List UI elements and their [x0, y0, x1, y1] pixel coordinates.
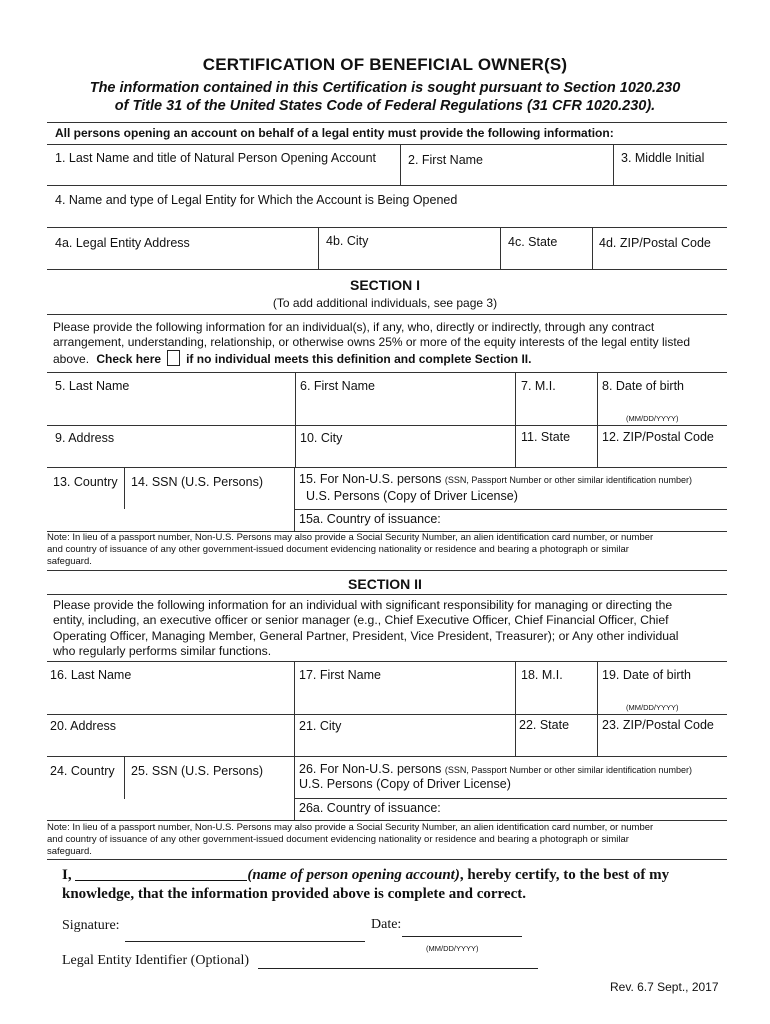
section-1-note-line1: Note: In lieu of a passport number, Non-U.S. Persons may also provide a Social Security Number, an alien identification card number, or number: [47, 532, 654, 543]
field-26-line2: U.S. Persons (Copy of Driver License): [299, 777, 511, 791]
field-8-label: 8. Date of birth: [602, 379, 684, 393]
section-1-heading: SECTION I: [349, 277, 420, 293]
certify-name-hint: (name of person opening account): [247, 867, 460, 883]
field-11-label: 11. State: [521, 430, 571, 444]
field-15a-label: 15a. Country of issuance:: [299, 512, 441, 526]
field-25-label: 25. SSN (U.S. Persons): [131, 764, 263, 778]
date-format-hint: (MM/DD/YYYY): [626, 414, 679, 423]
field-24-label: 24. Country: [50, 764, 115, 778]
field-3-label: 3. Middle Initial: [621, 151, 705, 165]
field-1-label: 1. Last Name and title of Natural Person Opening Account: [55, 151, 377, 165]
section-1-note-line3: safeguard.: [47, 556, 92, 567]
para-above: above.: [53, 352, 90, 366]
signature-line[interactable]: [125, 941, 365, 942]
form-subtitle-line2: of Title 31 of the United States Code of Federal Regulations (31 CFR 1020.230).: [114, 98, 656, 114]
field-26-hint: (SSN, Passport Number or other similar identification number): [444, 765, 692, 775]
lei-label: Legal Entity Identifier (Optional): [62, 953, 249, 968]
field-15-label: [299, 472, 692, 486]
field-13-label: 13. Country: [53, 475, 118, 489]
field-4b-label: 4b. City: [326, 234, 369, 248]
date-label: Date:: [371, 917, 402, 932]
field-7-label: 7. M.I.: [521, 379, 556, 393]
certify-line1: [62, 867, 669, 884]
section-2-heading: SECTION II: [348, 576, 422, 592]
field-6-label: 6. First Name: [300, 379, 376, 393]
certify-i: I,: [62, 867, 72, 883]
date-line[interactable]: [402, 936, 522, 937]
field-15-main: 15. For Non-U.S. persons: [299, 472, 442, 486]
certify-line2: knowledge, that the information provided above is complete and correct.: [62, 886, 526, 902]
field-15-line2: U.S. Persons (Copy of Driver License): [306, 489, 518, 503]
section-1-para-line2: arrangement, understanding, relationship, or otherwise owns 25% or more of the equity interests of the legal entity listed: [53, 335, 691, 349]
field-2-label: 2. First Name: [408, 153, 484, 167]
field-26-main: 26. For Non-U.S. persons: [299, 762, 442, 776]
field-10-label: 10. City: [300, 431, 343, 445]
field-15-hint: (SSN, Passport Number or other similar identification number): [444, 475, 692, 485]
field-14-label: 14. SSN (U.S. Persons): [131, 475, 263, 489]
field-4c-label: 4c. State: [508, 235, 558, 249]
field-18-label: 18. M.I.: [521, 668, 563, 682]
lei-line[interactable]: [258, 968, 538, 969]
date-format-hint-2: (MM/DD/YYYY): [626, 703, 679, 712]
field-23-label: 23. ZIP/Postal Code: [602, 718, 714, 732]
section-2-note-line1: Note: In lieu of a passport number, Non-U.S. Persons may also provide a Social Security Number, an alien identification card number, or number: [47, 822, 654, 833]
field-21-label: 21. City: [299, 719, 342, 733]
check-here-rest: if no individual meets this definition and complete Section II.: [186, 352, 532, 366]
field-4d-label: 4d. ZIP/Postal Code: [599, 236, 711, 250]
signature-label: Signature:: [62, 918, 120, 933]
field-20-label: 20. Address: [50, 719, 117, 733]
field-22-label: 22. State: [519, 718, 570, 732]
section-1-note-line2: and country of issuance of any other government-issued document evidencing nationality or residence and bearing a photograph or similar: [47, 544, 629, 555]
field-4-label: 4. Name and type of Legal Entity for Which the Account is Being Opened: [55, 193, 458, 207]
field-4a-label: 4a. Legal Entity Address: [55, 236, 190, 250]
section-2-note-line2: and country of issuance of any other government-issued document evidencing nationality or residence and bearing a photograph or similar: [47, 834, 629, 845]
opener-name-blank[interactable]: [75, 868, 247, 881]
field-26-label: [299, 762, 692, 776]
field-9-label: 9. Address: [55, 431, 115, 445]
certify-rest: , hereby certify, to the best of my: [459, 867, 670, 883]
field-26a-label: 26a. Country of issuance:: [299, 801, 441, 815]
section-1-para-line3: [53, 350, 723, 368]
form-title: CERTIFICATION OF BENEFICIAL OWNER(S): [202, 55, 568, 74]
section-1-subheading: (To add additional individuals, see page 3): [272, 296, 498, 310]
field-5-label: 5. Last Name: [55, 379, 130, 393]
section-2-para-line1: Please provide the following information for an individual with significant responsibility for managing or directing the: [53, 598, 673, 612]
section-2-para-line4: who regularly performs similar functions.: [53, 644, 272, 658]
field-16-label: 16. Last Name: [50, 668, 132, 682]
no-individual-checkbox[interactable]: [167, 350, 180, 366]
revision-text: Rev. 6.7 Sept., 2017: [610, 980, 719, 994]
intro-text: All persons opening an account on behalf of a legal entity must provide the following information:: [55, 126, 614, 140]
check-here-text: Check here: [96, 352, 162, 366]
section-2-para-line2: entity, including, an executive officer or senior manager (e.g., Chief Executive Officer, Chief Financial Officer, Chief: [53, 613, 669, 627]
field-19-label: 19. Date of birth: [602, 668, 691, 682]
section-1-para-line1: Please provide the following information for an individual(s), if any, who, directly or indirectly, through any contract: [53, 320, 655, 334]
form-subtitle-line1: The information contained in this Certification is sought pursuant to Section 1020.230: [89, 80, 681, 96]
field-12-label: 12. ZIP/Postal Code: [602, 430, 714, 444]
section-2-para-line3: Operating Officer, Managing Member, General Partner, President, Vice President, Treasurer); or Any other individual: [53, 629, 679, 643]
field-17-label: 17. First Name: [299, 668, 381, 682]
date-format-hint-3: (MM/DD/YYYY): [426, 944, 479, 953]
section-2-note-line3: safeguard.: [47, 846, 92, 857]
